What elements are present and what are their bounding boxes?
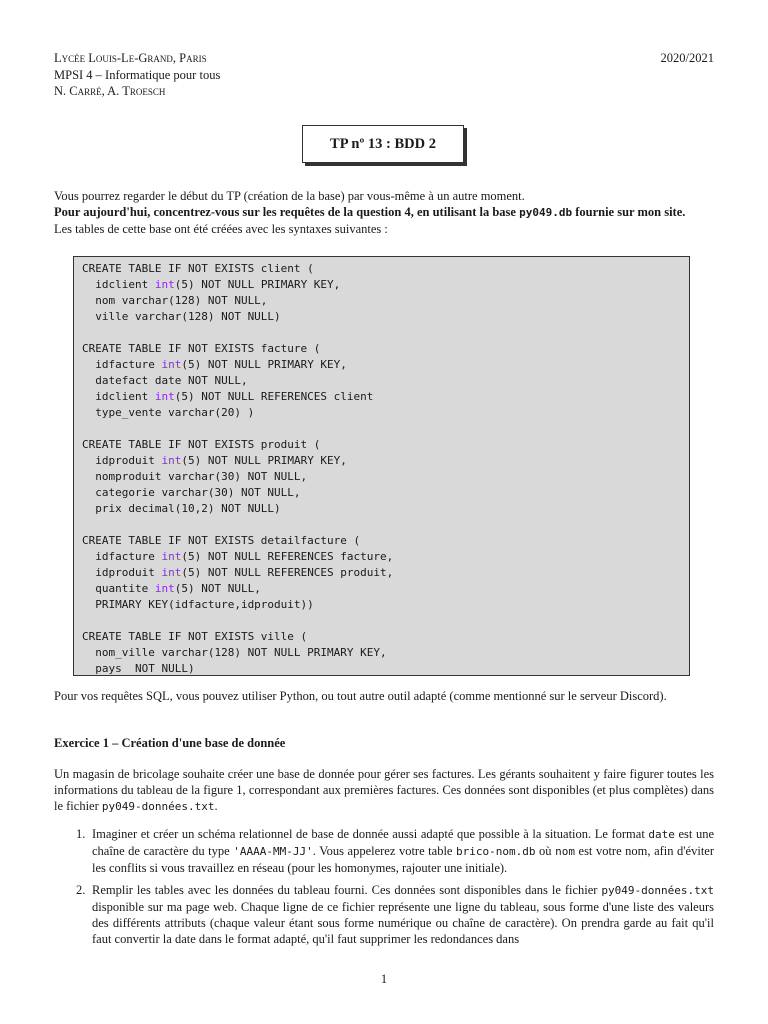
code-text: idfacture — [82, 550, 162, 563]
item-code: brico-nom.db — [456, 845, 536, 858]
code-text: CREATE TABLE IF NOT EXISTS client ( — [82, 262, 314, 275]
code-text: idproduit — [82, 454, 162, 467]
item-code: 'AAAA-MM-JJ' — [233, 845, 313, 858]
item-code: py049-données.txt — [601, 884, 714, 897]
code-text: (5) NOT NULL REFERENCES produit, — [181, 566, 394, 579]
sql-keyword: int — [161, 550, 182, 563]
code-text: prix decimal(10,2) NOT NULL) — [82, 502, 281, 515]
code-line — [82, 549, 681, 565]
exercise-list — [54, 826, 714, 953]
code-text: (5) NOT NULL, — [174, 582, 261, 595]
code-line — [82, 629, 681, 645]
code-line — [82, 341, 681, 357]
code-text: type_vente varchar(20) ) — [82, 406, 255, 419]
code-line — [82, 501, 681, 517]
code-line — [82, 421, 681, 437]
exercise-paragraph-text: Un magasin de bricolage souhaite créer une base de donnée pour gérer ses factures. Les gérants souhaitent y faire figurer toutes les informations du tableau de la figure 1, correspondant aux premières factures. Ces données sont disponibles (et plus complètes) dans le fichier — [54, 767, 714, 813]
code-line — [82, 309, 681, 325]
code-text: ville varchar(128) NOT NULL) — [82, 310, 281, 323]
sql-keyword: int — [154, 390, 175, 403]
code-line — [82, 389, 681, 405]
code-line — [82, 485, 681, 501]
code-text: quantite — [82, 582, 155, 595]
school-name: Lycée Louis-Le-Grand, Paris — [54, 51, 207, 65]
exercise-paragraph-end: . — [214, 799, 218, 813]
item-text: disponible sur ma page web. Chaque ligne de ce fichier représente une ligne du tableau, sous forme d'une liste des valeurs des différents attributs (chaque valeur étant sous forme numérique ou chaîne de caractère). On prendra garde au fait qu'il faut convertir la date dans le format adapté, qu'il faut supprimer les redondances dans — [92, 900, 714, 946]
intro-line-2-text-a: Pour aujourd'hui, concentrez-vous sur les requêtes de la question 4, en utilisant la base — [54, 205, 520, 219]
code-text: datefact date NOT NULL, — [82, 374, 248, 387]
code-text: idproduit — [82, 566, 162, 579]
code-line — [82, 325, 681, 341]
intro-line-2 — [54, 204, 714, 221]
school-year: 2020/2021 — [660, 51, 714, 65]
item-text: où — [535, 844, 556, 858]
code-text: (5) NOT NULL PRIMARY KEY, — [174, 278, 341, 291]
list-item-number: 2. — [76, 883, 86, 897]
code-line — [82, 533, 681, 549]
code-line — [82, 517, 681, 533]
list-item — [54, 882, 714, 947]
code-line — [82, 293, 681, 309]
header-left — [54, 50, 220, 100]
code-line — [82, 581, 681, 597]
item-text: . Vous appelerez votre table — [312, 844, 457, 858]
page-number: 1 — [380, 972, 388, 986]
item-code: date — [648, 828, 675, 841]
code-text: idclient — [82, 278, 155, 291]
intro-line-2-text-b: fournie sur mon site. — [572, 205, 686, 219]
code-text: (5) NOT NULL PRIMARY KEY, — [181, 454, 347, 467]
sql-code-block — [73, 256, 690, 676]
code-text: (5) NOT NULL PRIMARY KEY, — [181, 358, 347, 371]
after-code-text: Pour vos requêtes SQL, vous pouvez utiliser Python, ou tout autre outil adapté (comme mentionné sur le serveur Discord). — [54, 689, 667, 703]
exercise-title: Exercice 1 – Création d'une base de donnée — [54, 736, 286, 750]
intro — [54, 188, 714, 237]
intro-line-1: Vous pourrez regarder le début du TP (création de la base) par vous-même à un autre moment. — [54, 189, 525, 203]
data-filename: py049-données.txt — [101, 800, 215, 813]
code-text: categorie varchar(30) NOT NULL, — [82, 486, 301, 499]
code-line — [82, 645, 681, 661]
after-code-paragraph — [54, 688, 714, 704]
code-text: (5) NOT NULL REFERENCES client — [174, 390, 374, 403]
code-line — [82, 661, 681, 677]
code-line — [82, 453, 681, 469]
code-line — [82, 405, 681, 421]
code-text: idfacture — [82, 358, 162, 371]
item-code: nom — [555, 845, 575, 858]
sql-keyword: int — [161, 566, 182, 579]
class-name: MPSI 4 – Informatique pour tous — [54, 67, 221, 82]
code-text: CREATE TABLE IF NOT EXISTS detailfacture ( — [82, 534, 361, 547]
code-line — [82, 437, 681, 453]
code-text: CREATE TABLE IF NOT EXISTS produit ( — [82, 438, 321, 451]
sql-keyword: int — [161, 358, 182, 371]
code-line — [82, 469, 681, 485]
code-text: idclient — [82, 390, 155, 403]
code-text: nomproduit varchar(30) NOT NULL, — [82, 470, 308, 483]
sql-keyword: int — [154, 582, 175, 595]
code-line — [82, 373, 681, 389]
item-text: est une chaîne de caractère du type — [92, 827, 714, 858]
list-item — [54, 826, 714, 876]
code-text: CREATE TABLE IF NOT EXISTS facture ( — [82, 342, 321, 355]
item-text: Imaginer et créer un schéma relationnel de base de donnée aussi adapté que possible à la situation. Le format — [92, 827, 649, 841]
code-line — [82, 357, 681, 373]
sql-keyword: int — [161, 454, 182, 467]
exercise-paragraph — [54, 766, 714, 815]
code-line — [82, 277, 681, 293]
code-line — [82, 261, 681, 277]
code-text: (5) NOT NULL REFERENCES facture, — [181, 550, 394, 563]
code-text: pays NOT NULL) — [82, 662, 195, 675]
document-title: TP nº 13 : BDD 2 — [302, 125, 464, 163]
authors: N. Carré, A. Troesch — [54, 84, 166, 98]
code-line — [82, 613, 681, 629]
item-text: est votre nom, afin d'éviter les conflits si vous travaillez en réseau (pour les homonymes, rajouter une initiale). — [92, 844, 715, 875]
code-text: nom_ville varchar(128) NOT NULL PRIMARY KEY, — [82, 646, 387, 659]
code-text: PRIMARY KEY(idfacture,idproduit)) — [82, 598, 314, 611]
code-text: CREATE TABLE IF NOT EXISTS ville ( — [82, 630, 308, 643]
code-line — [82, 597, 681, 613]
code-line — [82, 565, 681, 581]
code-text: nom varchar(128) NOT NULL, — [82, 294, 268, 307]
list-item-number: 1. — [76, 827, 86, 841]
database-filename: py049.db — [519, 206, 573, 219]
sql-keyword: int — [154, 278, 175, 291]
item-text: Remplir les tables avec les données du tableau fourni. Ces données sont disponibles dans le fichier — [92, 883, 602, 897]
intro-line-3: Les tables de cette base ont été créées avec les syntaxes suivantes : — [54, 222, 388, 236]
